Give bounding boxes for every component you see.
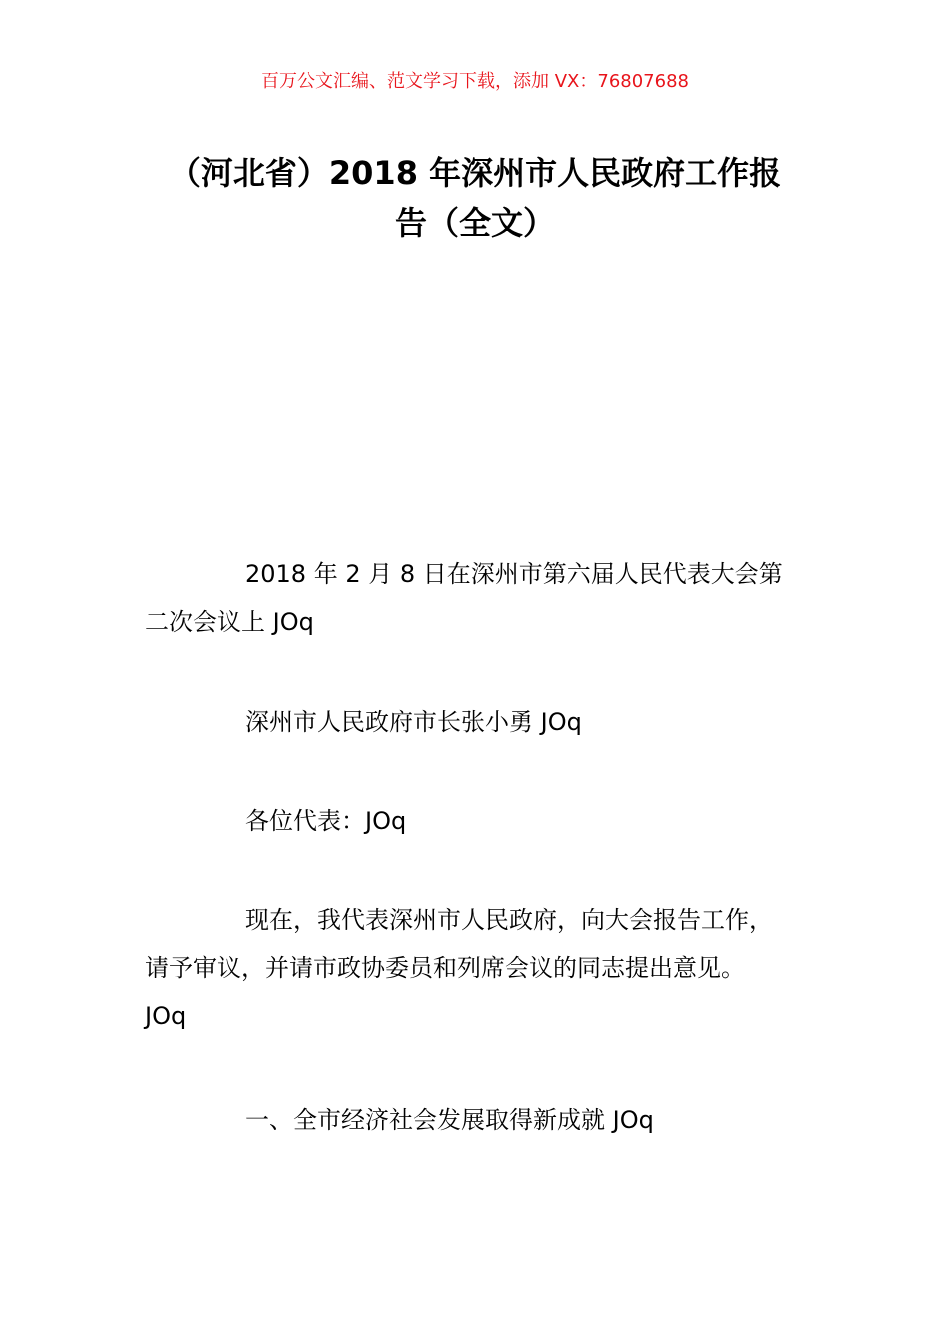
document-title-line-1: （河北省）2018 年深州市人民政府工作报 bbox=[168, 154, 782, 192]
intro-line-3: JOq bbox=[145, 1002, 187, 1030]
speaker-line: 深州市人民政府市长张小勇 JOq bbox=[245, 708, 582, 736]
section-1-heading: 一、全市经济社会发展取得新成就 JOq bbox=[245, 1106, 654, 1134]
intro-line-2: 请予审议，并请市政协委员和列席会议的同志提出意见。 bbox=[145, 954, 745, 982]
intro-paragraph bbox=[145, 896, 835, 1040]
meeting-info-line-1: 2018 年 2 月 8 日在深州市第六届人民代表大会第 bbox=[245, 560, 783, 588]
salutation-line: 各位代表：JOq bbox=[245, 807, 407, 835]
document-title bbox=[145, 148, 805, 248]
document-title-line-2: 告（全文） bbox=[394, 204, 555, 242]
meeting-info-paragraph bbox=[145, 550, 835, 646]
header-watermark-note: 百万公文汇编、范文学习下载，添加 VX：76807688 bbox=[261, 71, 689, 92]
intro-line-1: 现在，我代表深州市人民政府，向大会报告工作， bbox=[245, 906, 773, 934]
meeting-info-line-2: 二次会议上 JOq bbox=[145, 608, 314, 636]
